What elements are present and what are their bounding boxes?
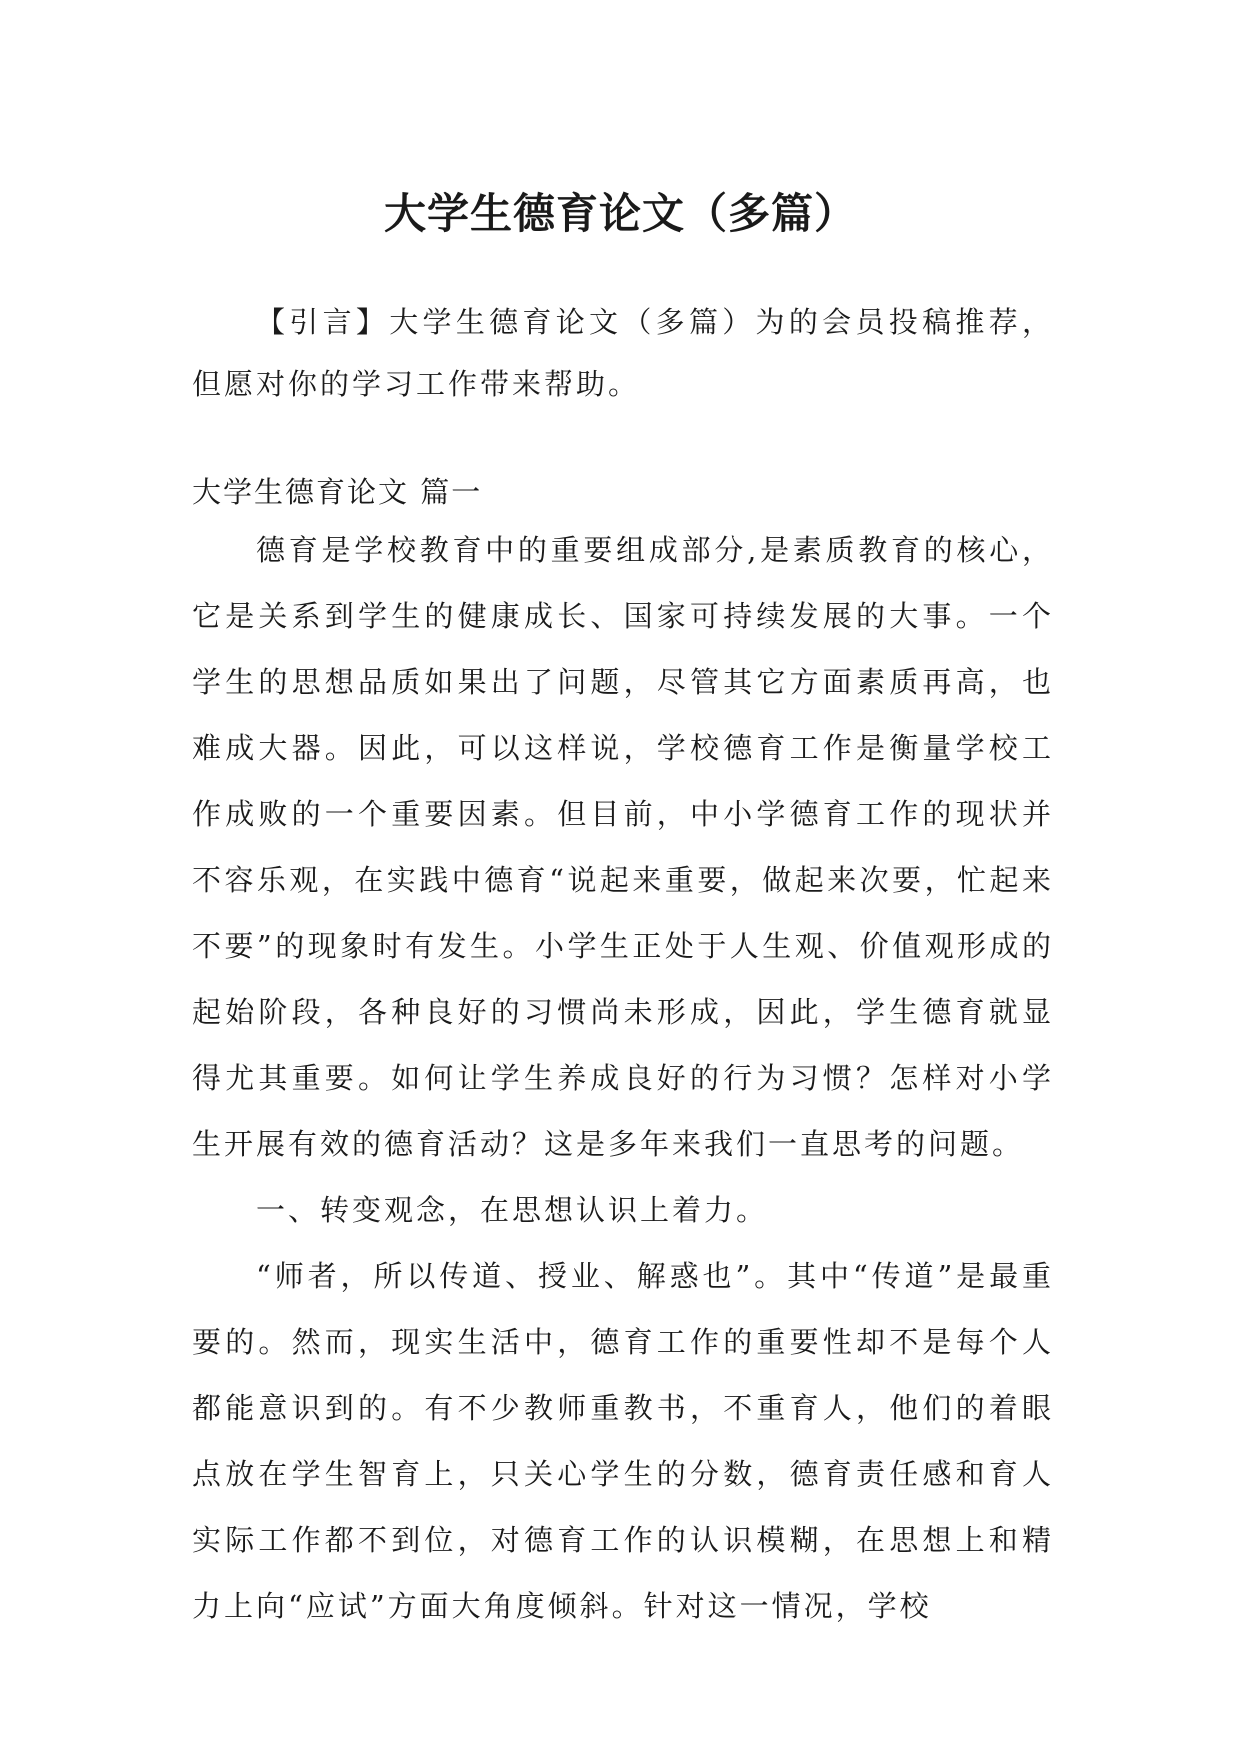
subheading-paragraph: 一、转变观念，在思想认识上着力。 bbox=[256, 1193, 769, 1227]
document-body bbox=[192, 291, 1054, 1639]
spacer bbox=[192, 415, 1054, 467]
intro-paragraph: 【引言】大学生德育论文（多篇）为的会员投稿推荐，但愿对你的学习工作带来帮助。 bbox=[192, 305, 1054, 401]
body-paragraph: “师者，所以传道、授业、解惑也”。其中“传道”是最重要的。然而，现实生活中，德育工作的重要性却不是每个人都能意识到的。有不少教师重教书，不重育人，他们的着眼点放在学生智育上，只关心学生的分数，德育责任感和育人实际工作都不到位，对德育工作的认识模糊，在思想上和精力上向“应试”方面大角度倾斜。针对这一情况，学校 bbox=[192, 1259, 1054, 1623]
body-paragraph: 德育是学校教育中的重要组成部分,是素质教育的核心，它是关系到学生的健康成长、国家可持续发展的大事。一个学生的思想品质如果出了问题，尽管其它方面素质再高，也难成大器。因此，可以这样说，学校德育工作是衡量学校工作成败的一个重要因素。但目前，中小学德育工作的现状并不容乐观，在实践中德育“说起来重要，做起来次要，忙起来不要”的现象时有发生。小学生正处于人生观、价值观形成的起始阶段，各种良好的习惯尚未形成，因此，学生德育就显得尤其重要。如何让学生养成良好的行为习惯？怎样对小学生开展有效的德育活动？这是多年来我们一直思考的问题。 bbox=[192, 533, 1054, 1161]
document-title: 大学生德育论文（多篇） bbox=[383, 189, 857, 239]
section-heading: 大学生德育论文 篇一 bbox=[192, 475, 483, 509]
